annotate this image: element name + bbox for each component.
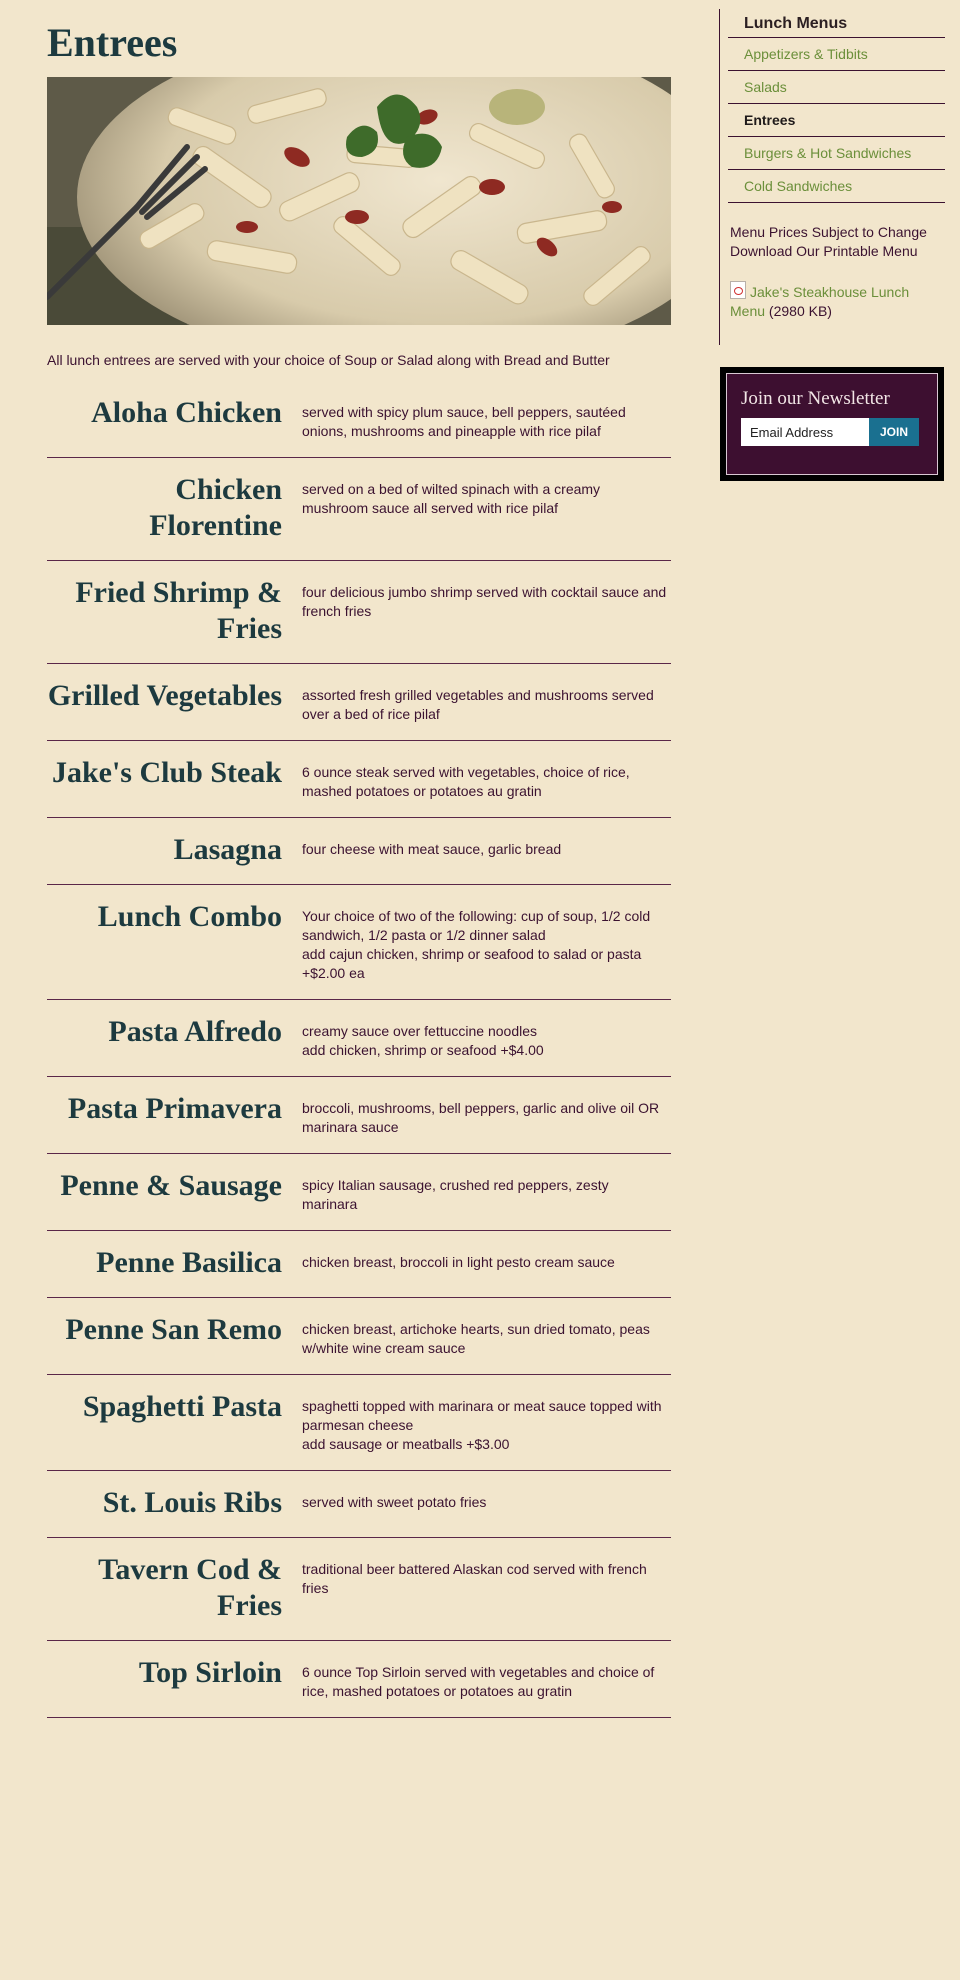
- menu-item-name: Pasta Alfredo: [108, 1015, 282, 1048]
- menu-item-description: [302, 899, 667, 983]
- menu-item-name: Jake's Club Steak: [51, 756, 282, 789]
- menu-item: [47, 561, 671, 664]
- menu-item-description: [302, 1014, 667, 1060]
- description-line: broccoli, mushrooms, bell peppers, garlic and olive oil OR marinara sauce: [302, 1100, 660, 1135]
- menu-item: [47, 885, 671, 1000]
- pdf-icon: [730, 281, 746, 299]
- intro-text: All lunch entrees are served with your choice of Soup or Salad along with Bread and Butter: [47, 352, 610, 368]
- menu-item: [47, 1298, 671, 1375]
- menu-item: [47, 1077, 671, 1154]
- printable-menu-link[interactable]: Jake's Steakhouse Lunch Menu: [730, 284, 910, 319]
- menu-item-description: [302, 1168, 667, 1214]
- description-line: served on a bed of wilted spinach with a creamy mushroom sauce all served with rice pilaf: [302, 481, 601, 516]
- sidebar-item-cold-sandwiches[interactable]: Cold Sandwiches: [728, 169, 945, 203]
- menu-item-name: Aloha Chicken: [91, 396, 282, 429]
- price-notice: Menu Prices Subject to Change: [730, 224, 927, 240]
- sidebar-item-burgers-hot-sandwiches[interactable]: Burgers & Hot Sandwiches: [728, 136, 945, 169]
- menu-item-name: Spaghetti Pasta: [82, 1390, 282, 1423]
- menu-item-description: [302, 472, 667, 544]
- menu-item-name: Chicken Florentine: [149, 473, 282, 542]
- description-line: 6 ounce Top Sirloin served with vegetables and choice of rice, mashed potatoes or potatoes au gratin: [302, 1664, 655, 1699]
- menu-item-description: [302, 1552, 667, 1624]
- description-line: add cajun chicken, shrimp or seafood to salad or pasta +$2.00 ea: [302, 946, 642, 981]
- menu-item: [47, 741, 671, 818]
- menu-item-description: [302, 1485, 667, 1521]
- sidebar-title: Lunch Menus: [744, 15, 848, 32]
- menu-item-name: St. Louis Ribs: [102, 1486, 282, 1519]
- newsletter-form: [741, 418, 923, 446]
- menu-item-name: Penne & Sausage: [60, 1169, 282, 1202]
- menu-item-description: [302, 1389, 667, 1454]
- menu-item-description: [302, 1091, 667, 1137]
- page-title: Entrees: [47, 20, 178, 65]
- menu-item: [47, 1471, 671, 1538]
- description-line: served with spicy plum sauce, bell peppers, sautéed onions, mushrooms and pineapple with rice pilaf: [302, 404, 626, 439]
- menu-item-description: [302, 1655, 667, 1701]
- description-line: spaghetti topped with marinara or meat sauce topped with parmesan cheese: [302, 1398, 662, 1433]
- email-field[interactable]: [741, 418, 869, 446]
- menu-item: [47, 1154, 671, 1231]
- menu-item-name: Lunch Combo: [97, 900, 282, 933]
- description-line: traditional beer battered Alaskan cod served with french fries: [302, 1561, 647, 1596]
- menu-item-description: [302, 575, 667, 647]
- description-line: Your choice of two of the following: cup of soup, 1/2 cold sandwich, 1/2 pasta or 1/2 dinner salad: [302, 908, 651, 943]
- sidebar-item-appetizers-tidbits[interactable]: Appetizers & Tidbits: [728, 37, 945, 70]
- menu-item: [47, 381, 671, 458]
- menu-item: [47, 1641, 671, 1718]
- description-line: spicy Italian sausage, crushed red peppers, zesty marinara: [302, 1177, 609, 1212]
- menu-item-name: Grilled Vegetables: [47, 679, 282, 712]
- description-line: add chicken, shrimp or seafood +$4.00: [302, 1042, 544, 1058]
- sidebar-item-entrees[interactable]: Entrees: [728, 103, 945, 136]
- download-notice: Download Our Printable Menu: [730, 243, 918, 259]
- menu-item: [47, 818, 671, 885]
- main-content: [47, 0, 671, 1718]
- menu-item: [47, 1231, 671, 1298]
- printable-menu: [720, 281, 930, 321]
- menu-item-name: Fried Shrimp & Fries: [75, 576, 282, 645]
- menu-item-name: Lasagna: [173, 833, 282, 866]
- menu-list: [47, 381, 671, 1718]
- file-size: (2980 KB): [768, 303, 832, 319]
- sidebar: [719, 9, 945, 345]
- menu-item: [47, 1000, 671, 1077]
- menu-item: [47, 458, 671, 561]
- description-line: four cheese with meat sauce, garlic bread: [302, 841, 562, 857]
- newsletter-box: [720, 367, 944, 481]
- menu-item-description: [302, 832, 667, 868]
- menu-item: [47, 1538, 671, 1641]
- menu-item-name: Tavern Cod & Fries: [98, 1553, 282, 1622]
- menu-notice: [720, 223, 945, 261]
- menu-item-description: [302, 395, 667, 441]
- menu-item: [47, 664, 671, 741]
- description-line: 6 ounce steak served with vegetables, choice of rice, mashed potatoes or potatoes au gratin: [302, 764, 630, 799]
- menu-item-description: [302, 678, 667, 724]
- description-line: add sausage or meatballs +$3.00: [302, 1436, 510, 1452]
- sidebar-nav: [728, 37, 945, 203]
- newsletter-title: Join our Newsletter: [741, 388, 890, 409]
- hero-pasta-image: [47, 77, 671, 325]
- description-line: four delicious jumbo shrimp served with cocktail sauce and french fries: [302, 584, 667, 619]
- description-line: creamy sauce over fettuccine noodles: [302, 1023, 538, 1039]
- description-line: chicken breast, artichoke hearts, sun dried tomato, peas w/white wine cream sauce: [302, 1321, 650, 1356]
- menu-item-description: [302, 1245, 667, 1281]
- sidebar-item-salads[interactable]: Salads: [728, 70, 945, 103]
- join-button[interactable]: JOIN: [869, 418, 919, 446]
- description-line: served with sweet potato fries: [302, 1494, 487, 1510]
- menu-item-name: Penne San Remo: [65, 1313, 282, 1346]
- menu-item-name: Penne Basilica: [96, 1246, 282, 1279]
- menu-item-description: [302, 755, 667, 801]
- newsletter-panel: [726, 373, 938, 475]
- menu-item-description: [302, 1312, 667, 1358]
- menu-item-name: Pasta Primavera: [67, 1092, 282, 1125]
- menu-item-name: Top Sirloin: [138, 1656, 282, 1689]
- description-line: assorted fresh grilled vegetables and mushrooms served over a bed of rice pilaf: [302, 687, 654, 722]
- menu-item: [47, 1375, 671, 1471]
- description-line: chicken breast, broccoli in light pesto cream sauce: [302, 1254, 615, 1270]
